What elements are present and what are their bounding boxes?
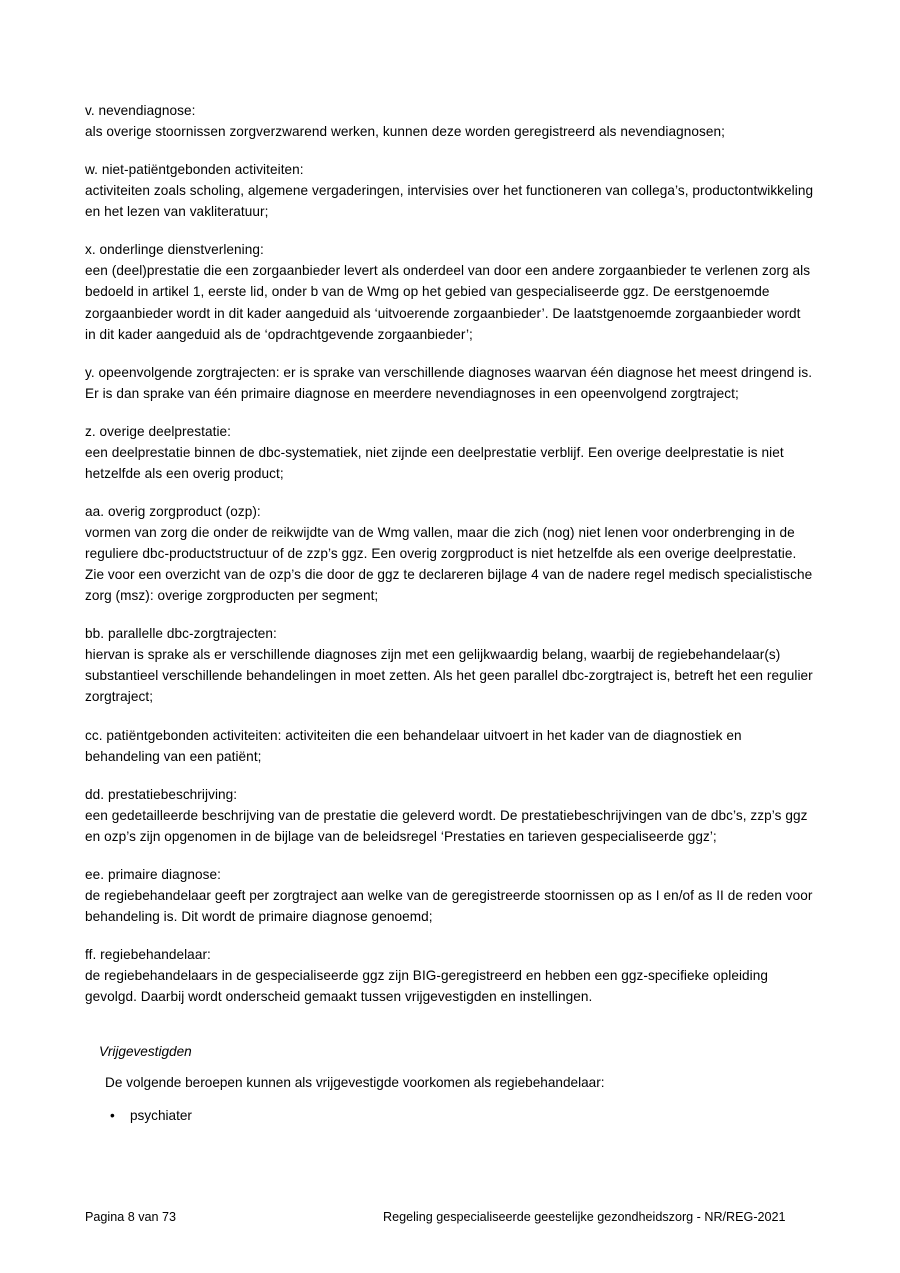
bullet-icon: •: [110, 1108, 115, 1124]
definition-text: cc. patiëntgebonden activiteiten: activiteiten die een behandelaar uitvoert in het kader van de diagnostiek en behandeling van een patiënt;: [85, 727, 742, 764]
list-item: [85, 1105, 815, 1126]
subsection-intro: De volgende beroepen kunnen als vrijgevestigde voorkomen als regiebehandelaar:: [105, 1075, 605, 1091]
definition-term: aa. overig zorgproduct (ozp):: [85, 503, 261, 519]
definition-text: een gedetailleerde beschrijving van de prestatie die geleverd wordt. De prestatiebeschrijvingen van de dbc’s, zzp’s ggz en ozp’s zijn opgenomen in de bijlage van de beleidsregel ‘Prestaties en tarieven gespecialiseerde ggz’;: [85, 807, 808, 844]
definition-text: y. opeenvolgende zorgtrajecten: er is sprake van verschillende diagnoses waarvan één diagnose het meest dringend is. Er is dan sprake van één primaire diagnose en meerdere nevendiagnoses in een opeenvolgend zorgtraject;: [85, 364, 813, 401]
definition-text: activiteiten zoals scholing, algemene vergaderingen, intervisies over het functioneren van collega’s, productontwikkeling en het lezen van vakliteratuur;: [85, 183, 814, 220]
subsection-heading: Vrijgevestigden: [99, 1044, 192, 1060]
definition-paragraph: [85, 725, 815, 767]
definition-paragraph: [85, 501, 815, 606]
definition-term: dd. prestatiebeschrijving:: [85, 786, 238, 802]
definition-text: vormen van zorg die onder de reikwijdte van de Wmg vallen, maar die zich (nog) niet lenen voor onderbrenging in de reguliere dbc-productstructuur of de zzp’s ggz. Een overig zorgproduct is niet hetzelfde als een overige deelprestatie. Zie voor een overzicht van de ozp’s die door de ggz te declareren bijlage 4 van de nadere regel medisch specialistische zorg (msz): overige zorgproducten per segment;: [85, 525, 813, 604]
definition-paragraph: [85, 239, 815, 344]
definition-paragraph: [85, 864, 815, 927]
definition-paragraph: [85, 100, 815, 142]
definition-term: bb. parallelle dbc-zorgtrajecten:: [85, 626, 277, 642]
footer-document-title: Regeling gespecialiseerde geestelijke gezondheidszorg - NR/REG-2021: [383, 1210, 786, 1224]
definition-paragraph: [85, 362, 815, 404]
definition-text: de regiebehandelaars in de gespecialiseerde ggz zijn BIG-geregistreerd en hebben een ggz-specifieke opleiding gevolgd. Daarbij wordt onderscheid gemaakt tussen vrijgevestigden en instellingen.: [85, 968, 769, 1005]
list-item-label: psychiater: [130, 1108, 192, 1124]
definition-term: v. nevendiagnose:: [85, 103, 196, 118]
document-body: [85, 100, 815, 1130]
definition-paragraph: [85, 159, 815, 222]
definition-text: een (deel)prestatie die een zorgaanbieder levert als onderdeel van door een andere zorgaanbieder te verlenen zorg als bedoeld in artikel 1, eerste lid, onder b van de Wmg op het gebied van gespecialiseerde ggz. De eerstgenoemde zorgaanbieder wordt in dit kader aangeduid als ‘uitvoerende zorgaanbieder’. De laatstgenoemde zorgaanbieder wordt in dit kader aangeduid als de ‘opdrachtgevende zorgaanbieder’;: [85, 263, 811, 342]
definition-text: als overige stoornissen zorgverzwarend werken, kunnen deze worden geregistreerd als nevendiagnosen;: [85, 124, 725, 140]
definition-paragraph: [85, 623, 815, 707]
definition-paragraph: [85, 784, 815, 847]
definition-term: ee. primaire diagnose:: [85, 866, 221, 882]
definition-term: ff. regiebehandelaar:: [85, 947, 211, 962]
definition-term: x. onderlinge dienstverlening:: [85, 242, 264, 258]
footer-page-number: Pagina 8 van 73: [85, 1210, 177, 1224]
definition-term: w. niet-patiëntgebonden activiteiten:: [85, 162, 304, 178]
section-spacer: [85, 1024, 815, 1041]
definition-paragraph: [85, 421, 815, 484]
profession-list: [85, 1105, 815, 1126]
definition-paragraph: [85, 944, 815, 1007]
definition-text: de regiebehandelaar geeft per zorgtraject aan welke van de geregistreerde stoornissen op as I en/of as II de reden voor behandeling is. Dit wordt de primaire diagnose genoemd;: [85, 887, 813, 924]
definition-term: z. overige deelprestatie:: [85, 423, 232, 439]
definition-text: hiervan is sprake als er verschillende diagnoses zijn met een gelijkwaardig belang, waarbij de regiebehandelaar(s) substantieel verschillende behandelingen in moet zetten. Als het geen parallel dbc-zorgtraject is, betreft het een regulier zorgtraject;: [85, 647, 813, 705]
definition-text: een deelprestatie binnen de dbc-systematiek, niet zijnde een deelprestatie verblijf. Een overige deelprestatie is niet hetzelfde als een overig product;: [85, 444, 784, 481]
